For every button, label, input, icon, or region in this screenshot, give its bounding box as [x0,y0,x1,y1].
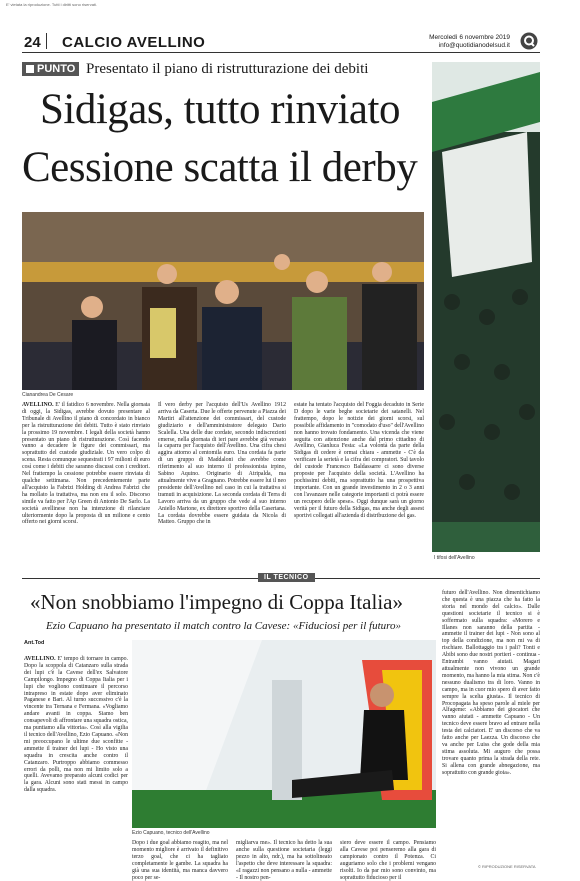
second-column-5: futuro dell'Avellino. Non dimentichiamo che questa è una piazza che ha fatto la storia nel mondo del calcio». Dalle questioni societarie il tecnico si è soffermato sulla squadra: «Morero e Illanes non saranno della partita - ammette il trainer dei lupi - Non sono al top della condizione, ma non mi va di rischiare. Ballottaggio tra i pali? Tonti e Abibi sono due nostri portieri - continua - Entrambi vanno aiutati. Magari attualmente non vivono un grande momento, ma hanno la mia stima. Non c'è nessuno dualismo tra di loro. Vanno in campo, ma in cuor mio spero di aver fatto sempre la scelta giusta». Il tecnico di Procopagata ha speso parole al miele per Alfageme: «Abbiamo dei giocatori che vanno aiutati - ammette Capuano - Un tecnico deve essere bravo ad entrare nella testa dei calciatori. E' un discorso che va fatto anche per Laezza. Un discorso che va anche per Luiss che gode della mia stima assoluta. Mi auguro che possa trovare quanto prima la strada della rete. Si allena con grande abnegazione, ma soprattutto con grande gioia». [442,590,540,776]
q-logo-icon [520,32,538,50]
main-photo-caption: Cianandrea De Cesare [22,392,74,398]
second-photo-caption: Ezio Capuano, tecnico dell'Avellino [132,830,210,836]
second-column-1 [24,656,128,864]
main-photo [22,212,424,390]
page-header [24,34,41,52]
second-photo [132,640,436,828]
main-column-1 [22,402,150,550]
main-dateline: AVELLINO. [22,402,54,408]
main-column-3: estate ha tentato l'acquisto del Foggia decaduto in Serie D dopo le varie beghe societarie dei satanelli. Nel frattempo, dopo le notizie dei giorni scorsi, sul possibile affidamento in "comodato d'uso" dell'Avellino non hanno trovato fondamento. Una vicenda che viene seguita con attenzione anche dal primo cittadino di Avellino, Gianluca Festa: «La volontà da parte della Sidigas di cedere è ormai chiara - ammette - C'è da verificare la serietà e la cifra dei compratori. Sul tavolo del custode Francesco Baldassarre ci sono diverse proposte per l'acquisto della società. L'Avellino ha pochissimi debiti, ma soprattutto ha una prospettiva importante. Con un grande investimento in 2 o 3 anni con l'avanzare nelle categorie importanti ci potrà essere un recupero delle spese». Oggi dunque sarà un giorno verità per il futuro della Sidigas, ma anche degli assest sportivi collegati all'azienda di distribuzione del gas. [294,402,424,519]
section-label-text: PUNTO [37,63,76,75]
header-divider [46,33,47,49]
section-tag: IL TECNICO [258,573,315,582]
main-headline-line2: Cessione scatta il derby [22,144,418,191]
main-kicker: Presentato il piano di ristrutturazione dei debiti [86,61,369,77]
side-photo [432,62,540,552]
section-title: CALCIO AVELLINO [62,34,206,51]
main-headline-line1: Sidigas, tutto rinviato [40,86,400,133]
second-subhead: Ezio Capuano ha presentato il match contro la Cavese: «Fiduciosi per il futuro» [46,620,402,632]
header-rule [22,52,540,53]
section-label [22,62,79,76]
second-column-1-text: E' tempo di tornare in campo. Dopo la scoppola di Catanzaro sulla strada dei lupi c'è la Cavese dell'ex Salvatore Campilongo. Impegno di Coppa Italia per i lupi che vogliono continuare il percorso intrapreso in estate dopo aver eliminato Paganese e Bari. Al turno successivo c'è la vincente tra Ternana e Fermana. «Vogliamo andare avanti in coppa. Siamo ben consapevoli di affrontare una squadra ostica, ma puntiamo alla vittoria». Così alla vigilia il tecnico dell'Avellino, Ezio Capuano. «Non mi preoccupano le ultime due sconfitte - ammette il trainer dei lupi - Ho visto una squadra in crescita anche contro il Catanzaro. Purtroppo abbiamo commesso errori da polli, ma non mi limito solo a quelli. Avevamo preparato alcuni codici per la gara. Alcuni sono stati messi in campo dalla squadra. [24,656,128,794]
second-column-4: siero deve essere il campo. Pensiamo alla Cavese poi penseremo alla gara di campionato contro il Potenza. Ci auguriamo solo che i problemi vengano risolti. Io da par mio sono convinto, ma soprattutto fiducioso per il [340,840,436,881]
header-date-block [400,34,510,50]
second-column-3: migliarva me». Il tecnico ha detto la sua anche sulla questione societaria (leggi pezzo in alto, ndr.), ma ha sottolineato l'aspetto che deve interessare la squadra: «I ragazzi non pensano a nulla - ammette - Il nostro pen- [236,840,332,881]
byline: Ant.Tod [24,640,45,646]
second-headline: «Non snobbiamo l'impegno di Coppa Italia» [30,590,403,614]
copyright-mark: © RIPRODUZIONE RISERVATA [478,864,536,869]
main-column-2: Il vero derby per l'acquisto dell'Us Avellino 1912 arriva da Caserta. Due le offerte pervenute a Piazza dei Martiri all'attenzione dei commissari, del custode giudiziario e dell'amministratore delegato Dario Scalella. Una delle due cordate, secondo indiscrezioni emerse, nella giornata di ieri pare avrebbe già versato la caparra per l'acquisto dell'Avellino. Una cifra chesi aggira attorno al centomila euro. Una cordata fa parte di un gruppo di Maddaloni che avrebbe come riferimento al suo interno il professionista irpino, Sabino Aquino. Originario di Atripalda, ma attualmente vive a Gragnano. Potrebbe essere lui il neo presidente dell'Avellino nel caso in cui la trattativa si tramuti in acquisizione. La seconda cordata di Terra di Lavoro arriva da un gruppo che vede al suo interno Aniello Martone, ex direttore sportivo della Casertana. La cordata dovrebbe essere guidata da Nicola di Matteo. Gruppo che in [158,402,286,526]
side-photo-caption: I tifosi dell'Avellino [434,555,475,561]
copyright-notice: E' vietata la riproduzione. Tutti i diritti sono riservati. [6,2,98,7]
main-column-1-text: E' il fatidico 6 novembre. Nella giornata di oggi, la Sidigas, avrebbe dovuto presentare al Tribunale di Avellino il piano di concordato in bianco per la ristrutturazione dei debiti. Tutto è stato rinviato la prossimo 19 novembre. I legali della società hanno presentato un piano di ristrutturazione. Così facendo vanno a decadere le figure dei commissari, ma soprattutto del custode giudiziale. Un vero colpo di scena. Resta comunque sequestrati i 97 milioni di euro così come i debiti che saranno discussi con i creditori. Nel frattempo la cessione potrebbe essere rinviata di qualche settimana. Non precedentemente parte all'acquisto la Fabrizi Holding di Andrea Fabrizi che ha mollato la trattativa, ma non era il solo. Discorso simile va fatto per l'Ap Green di Antonio De Sarlo. La società avellinese non ha intenzione di rilanciare ulteriormente dopo la proposta di un milione e cento offerto nei giorni scorsi. [22,402,150,526]
contact-email: info@quotidianodelsud.it [438,42,510,49]
second-column-2: Dopo i due goal abbiamo reagito, ma nel momento migliore è arrivato il definitivo terzo goal, che ci ha tagliato completamente le gambe. La squadra ha già una sua identità, ma manca davvero poco per se- [132,840,228,881]
page-number: 24 [24,34,41,51]
second-dateline: AVELLINO. [24,656,56,662]
issue-date: Mercoledì 6 novembre 2019 [429,34,510,41]
square-bullet-icon [26,65,34,73]
